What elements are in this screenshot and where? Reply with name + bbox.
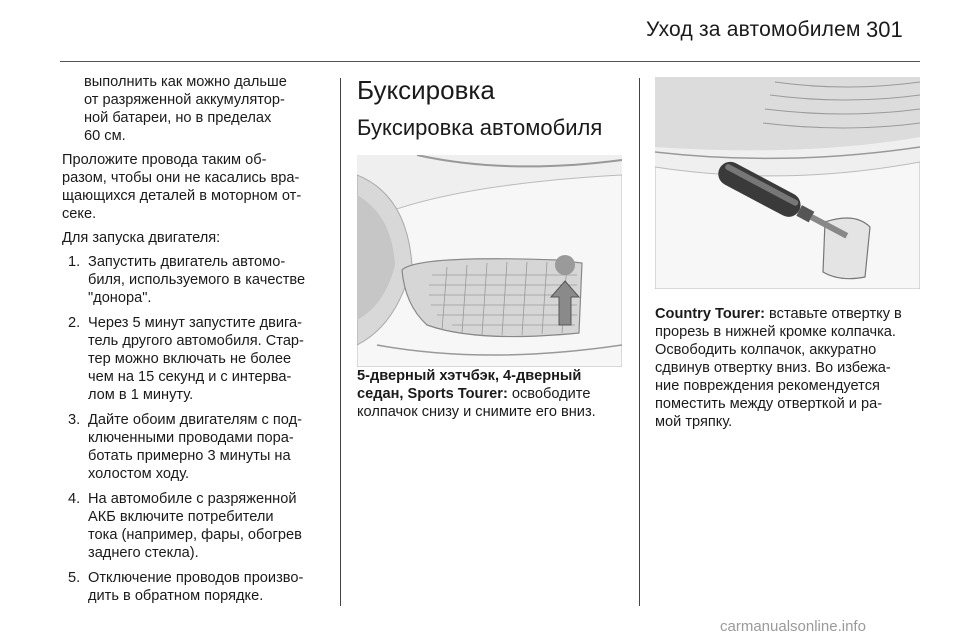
list-item: 4. На автомобиле с разряженной АКБ включите потребители тока (например, фары, обогрев заднего стекла). bbox=[68, 491, 302, 561]
column-divider-2 bbox=[639, 78, 640, 606]
column-2 bbox=[357, 73, 632, 427]
start-engine-intro: Для запуска двигателя: bbox=[62, 230, 221, 246]
column-1 bbox=[62, 73, 334, 612]
list-item: 3. Дайте обоим двигателям с под- ключенными проводами пора- ботать примерно 3 минуты на холостом ходу. bbox=[68, 412, 302, 482]
figure-caption-1: 5-дверный хэтчбэк, 4-дверный седан, Sports Tourer: освободите колпачок снизу и снимите его вниз. bbox=[357, 368, 596, 420]
column-3 bbox=[655, 73, 927, 437]
list-item: 1. Запустить двигатель автомо- биля, используемого в качестве "донора". bbox=[68, 254, 306, 306]
page-header bbox=[0, 0, 960, 60]
section-heading: Буксировка bbox=[357, 75, 495, 105]
column-divider-1 bbox=[340, 78, 341, 606]
page-number: 301 bbox=[866, 17, 903, 42]
tow-eye-cover-illustration bbox=[357, 155, 622, 367]
cable-routing-paragraph: Проложите провода таким об- разом, чтобы они не касались вра- щающихся деталей в моторном от- секе. bbox=[62, 152, 302, 222]
screwdriver-illustration bbox=[655, 77, 920, 289]
watermark: carmanualsonline.info bbox=[720, 618, 866, 635]
continued-paragraph: выполнить как можно дальше от разряженной аккумулятор- ной батареи, но в пределах 60 см. bbox=[84, 74, 287, 144]
list-item: 5. Отключение проводов произво- дить в обратном порядке. bbox=[68, 570, 304, 604]
steps-list bbox=[62, 253, 334, 605]
header-rule bbox=[60, 61, 920, 62]
figure-caption-2: Country Tourer: вставьте отвертку в прорезь в нижней кромке колпачка. Освободить колпачок, аккуратно сдвинув отвертку вниз. Во избежа- ние повреждения рекомендуется поместить между отверткой и ра- мой тряпку. bbox=[655, 306, 902, 430]
list-item: 2. Через 5 минут запустите двига- тель другого автомобиля. Стар- тер можно включать не более чем на 15 секунд и с интерва- лом в 1 минуту. bbox=[68, 315, 304, 403]
subsection-heading: Буксировка автомобиля bbox=[357, 115, 603, 140]
header-title: Уход за автомобилем bbox=[646, 18, 861, 41]
